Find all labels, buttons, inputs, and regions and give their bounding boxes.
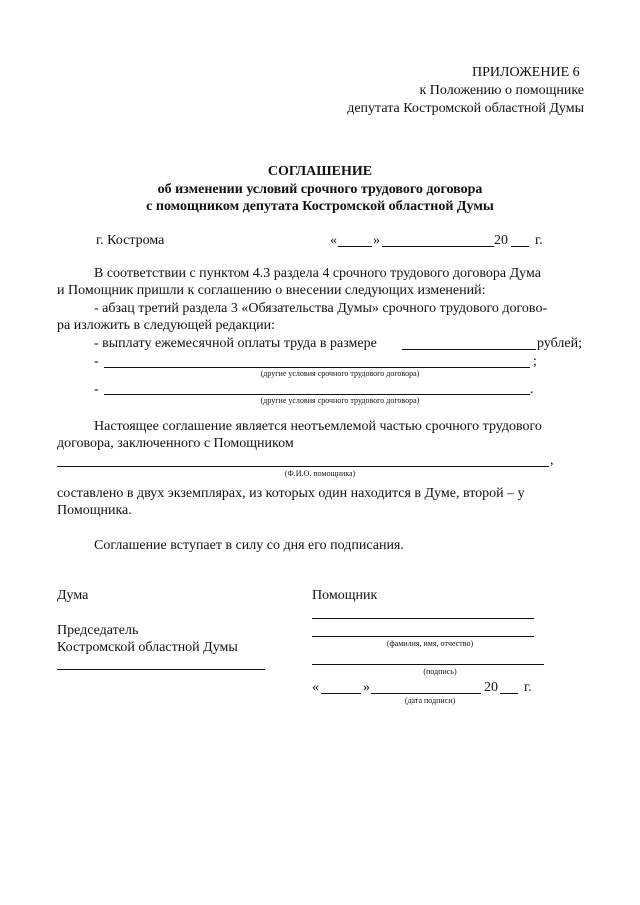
condition-1-semicolon: ; <box>533 354 537 369</box>
date-year-field[interactable] <box>511 246 529 247</box>
sign-date-month-field[interactable] <box>371 693 481 694</box>
condition-1-field[interactable] <box>104 367 530 368</box>
date-month-field[interactable] <box>382 246 494 247</box>
right-party-title: Помощник <box>312 588 378 603</box>
condition-2-period: . <box>530 382 534 397</box>
para1-line-3: - абзац третий раздела 3 «Обязательства Думы» срочного трудового догово- <box>94 301 548 316</box>
date-open-quote: « <box>330 233 337 248</box>
sign-date-year-suffix: г. <box>524 680 532 695</box>
sign-date-year-prefix: 20 <box>484 680 498 695</box>
para2-line-2: договора, заключенного с Помощником <box>57 436 294 451</box>
assistant-name-field-2[interactable] <box>312 636 534 637</box>
condition-2-caption: (другие условия срочного трудового договора) <box>260 396 420 405</box>
sign-date-day-field[interactable] <box>321 693 361 694</box>
fio-comma: , <box>550 453 554 468</box>
chairman-signature-field[interactable] <box>57 669 265 670</box>
para3-line-1: составлено в двух экземплярах, из которых один находится в Думе, второй – у <box>57 486 525 501</box>
fio-caption: (Ф.И.О. помощника) <box>284 469 356 478</box>
appendix-line-1: к Положению о помощнике <box>419 83 584 98</box>
salary-text: - выплату ежемесячной оплаты труда в размере <box>94 336 377 351</box>
date-day-field[interactable] <box>338 246 372 247</box>
sign-date-close-quote: » <box>363 680 370 695</box>
salary-amount-field[interactable] <box>402 349 536 350</box>
assistant-name-field-1[interactable] <box>312 618 534 619</box>
assistant-fio-caption: (фамилия, имя, отчество) <box>386 639 474 648</box>
sign-date-year-field[interactable] <box>500 693 518 694</box>
document-subtitle-2: с помощником депутата Костромской областной Думы <box>146 199 494 214</box>
assistant-signature-field[interactable] <box>312 664 544 665</box>
date-close-quote: » <box>373 233 380 248</box>
appendix-number: ПРИЛОЖЕНИЕ 6 <box>472 65 580 80</box>
condition-2-field[interactable] <box>104 394 530 395</box>
condition-1-dash: - <box>94 354 99 369</box>
assistant-signature-caption: (подпись) <box>423 667 457 676</box>
date-year-suffix: г. <box>535 233 543 248</box>
para4: Соглашение вступает в силу со дня его подписания. <box>94 538 404 553</box>
para1-line-4: ра изложить в следующей редакции: <box>57 318 275 333</box>
salary-suffix: рублей; <box>537 336 582 351</box>
left-role-1: Председатель <box>57 623 139 638</box>
assistant-fio-field[interactable] <box>57 466 549 467</box>
para1-line-2: и Помощник пришли к соглашению о внесении следующих изменений: <box>57 283 486 298</box>
appendix-line-2: депутата Костромской областной Думы <box>347 101 584 116</box>
date-year-prefix: 20 <box>494 233 508 248</box>
sign-date-open-quote: « <box>312 680 319 695</box>
para1-line-1: В соответствии с пунктом 4.3 раздела 4 срочного трудового договора Дума <box>94 266 541 281</box>
sign-date-caption: (дата подписи) <box>404 696 456 705</box>
para3-line-2: Помощника. <box>57 503 132 518</box>
document-subtitle-1: об изменении условий срочного трудового договора <box>157 182 483 197</box>
city: г. Кострома <box>96 233 165 248</box>
left-party-title: Дума <box>57 588 89 603</box>
para2-line-1: Настоящее соглашение является неотъемлемой частью срочного трудового <box>94 419 542 434</box>
document-title: СОГЛАШЕНИЕ <box>267 164 373 179</box>
condition-1-caption: (другие условия срочного трудового договора) <box>260 369 420 378</box>
left-role-2: Костромской областной Думы <box>57 640 238 655</box>
condition-2-dash: - <box>94 382 99 397</box>
